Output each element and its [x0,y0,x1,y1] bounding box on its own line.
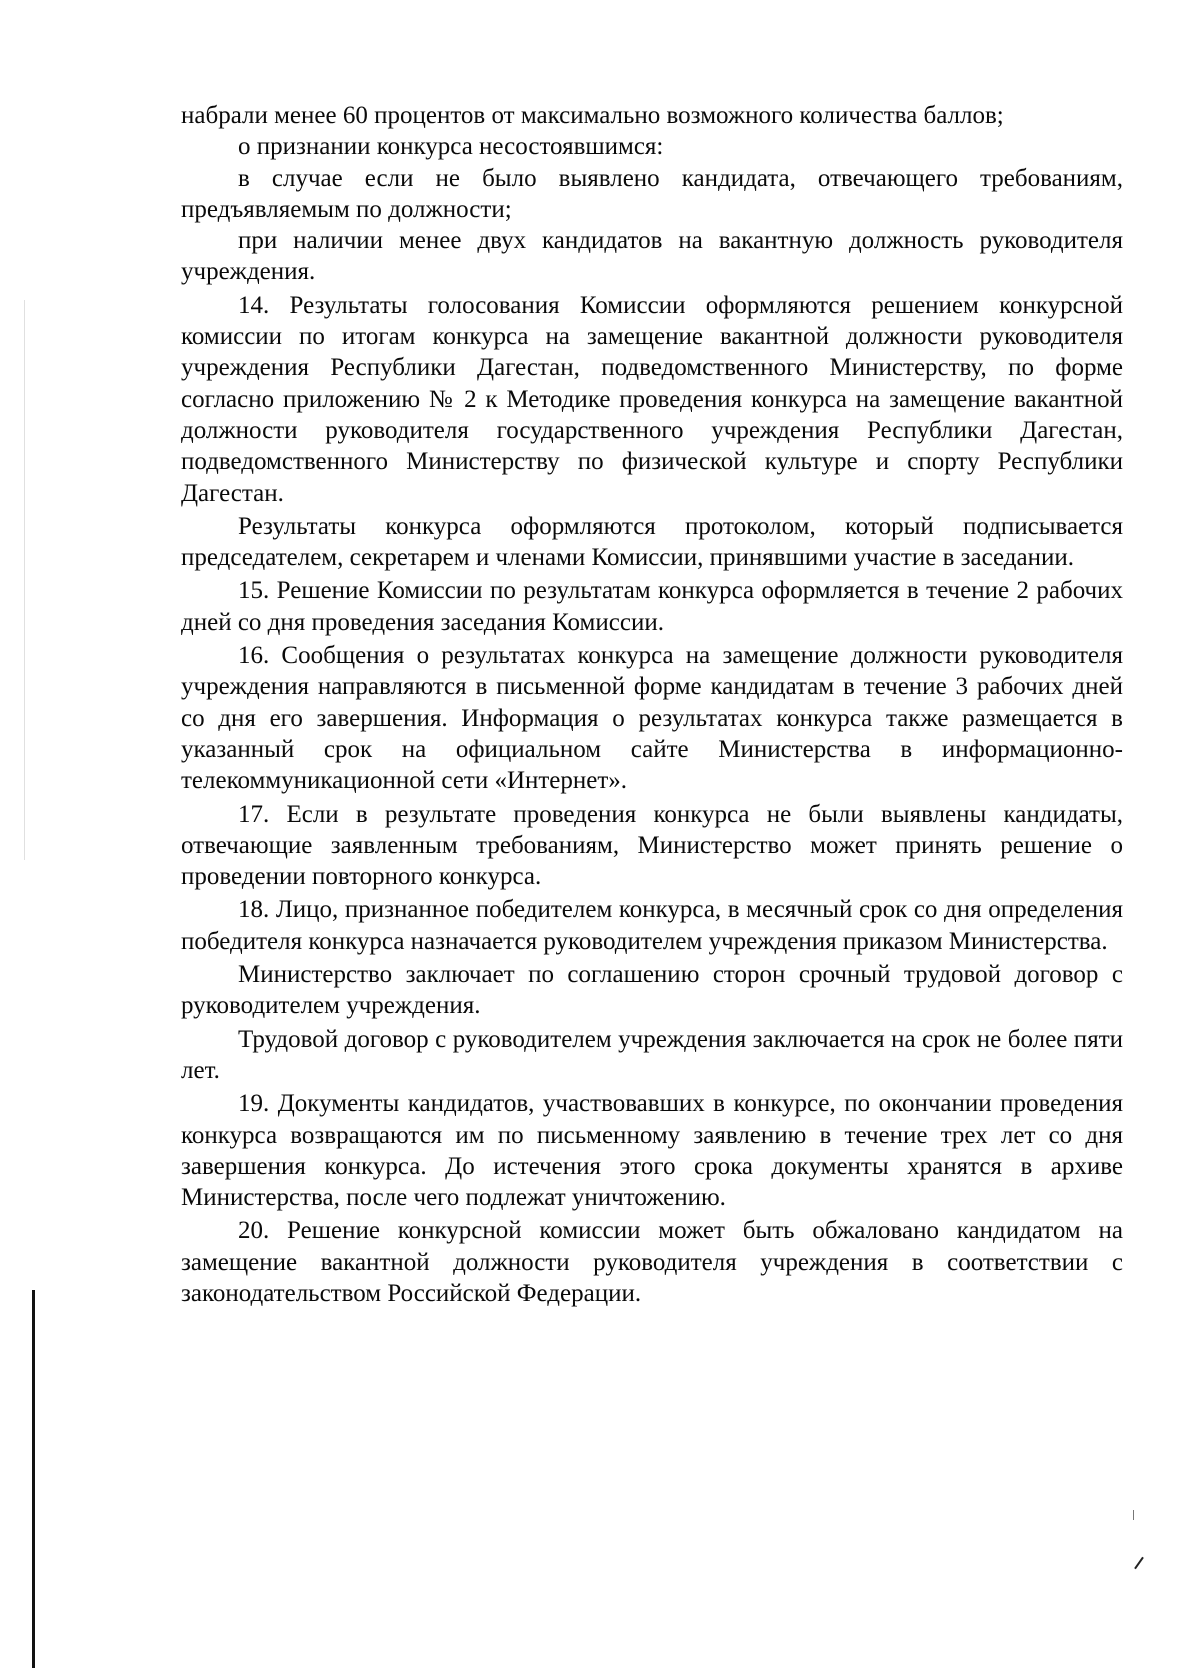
paragraph-16: 16. Сообщения о результатах конкурса на замещение должности руководителя учреждения направляются в письменной форме кандидатам в течение 3 рабочих дней со дня его завершения. Информация о результатах конкурса также размещается в указанный срок на официальном сайте Министерства в информационно-телекоммуникационной сети «Интернет». [181,642,1123,795]
paragraph-18: 18. Лицо, признанное победителем конкурса, в месячный срок со дня определения победителя конкурса назначается руководителем учреждения приказом Министерства. [181,896,1123,955]
paragraph-17: 17. Если в результате проведения конкурса не были выявлены кандидаты, отвечающие заявленным требованиям, Министерство может принять решение о проведении повторного конкурса. [181,800,1123,891]
paragraph-unsuccessful-heading: о признании конкурса несостоявшимся: [238,133,664,161]
scan-mark-small [1133,1510,1134,1520]
scan-edge-line [32,1290,35,1668]
paragraph-contract-term: Трудовой договор с руководителем учреждения заключается на срок не более пяти лет. [181,1025,1123,1084]
scan-mark [1134,1557,1144,1570]
paragraph-continuation: набрали менее 60 процентов от максимально возможного количества баллов; [181,102,1004,129]
paragraph-fewer-candidates: при наличии менее двух кандидатов на вакантную должность руководителя учреждения. [181,227,1123,286]
scan-edge-faint [24,300,25,860]
paragraph-no-candidate: в случае если не было выявлено кандидата, отвечающего требованиям, предъявляемым по должности; [181,164,1123,223]
paragraph-contract: Министерство заключает по соглашению сторон срочный трудовой договор с руководителем учреждения. [181,961,1123,1020]
document-body [181,100,1123,1309]
paragraph-19: 19. Документы кандидатов, участвовавших в конкурсе, по окончании проведения конкурса возвращаются им по письменному заявлению в течение трех лет со дня завершения конкурса. До истечения этого срока документы хранятся в архиве Министерства, после чего подлежат уничтожению. [181,1090,1123,1212]
paragraph-15: 15. Решение Комиссии по результатам конкурса оформляется в течение 2 рабочих дней со дня проведения заседания Комиссии. [181,577,1123,636]
paragraph-14: 14. Результаты голосования Комиссии оформляются решением конкурсной комиссии по итогам конкурса на замещение вакантной должности руководителя учреждения Республики Дагестан, подведомственного Министерству, по форме согласно приложению № 2 к Методике проведения конкурса на замещение вакантной должности руководителя государственного учреждения Республики Дагестан, подведомственного Министерству по физической культуре и спорту Республики Дагестан. [181,291,1123,507]
paragraph-20: 20. Решение конкурсной комиссии может быть обжаловано кандидатом на замещение вакантной должности руководителя учреждения в соответствии с законодательством Российской Федерации. [181,1217,1123,1307]
paragraph-protocol: Результаты конкурса оформляются протоколом, который подписывается председателем, секретарем и членами Комиссии, принявшими участие в заседании. [181,512,1123,572]
